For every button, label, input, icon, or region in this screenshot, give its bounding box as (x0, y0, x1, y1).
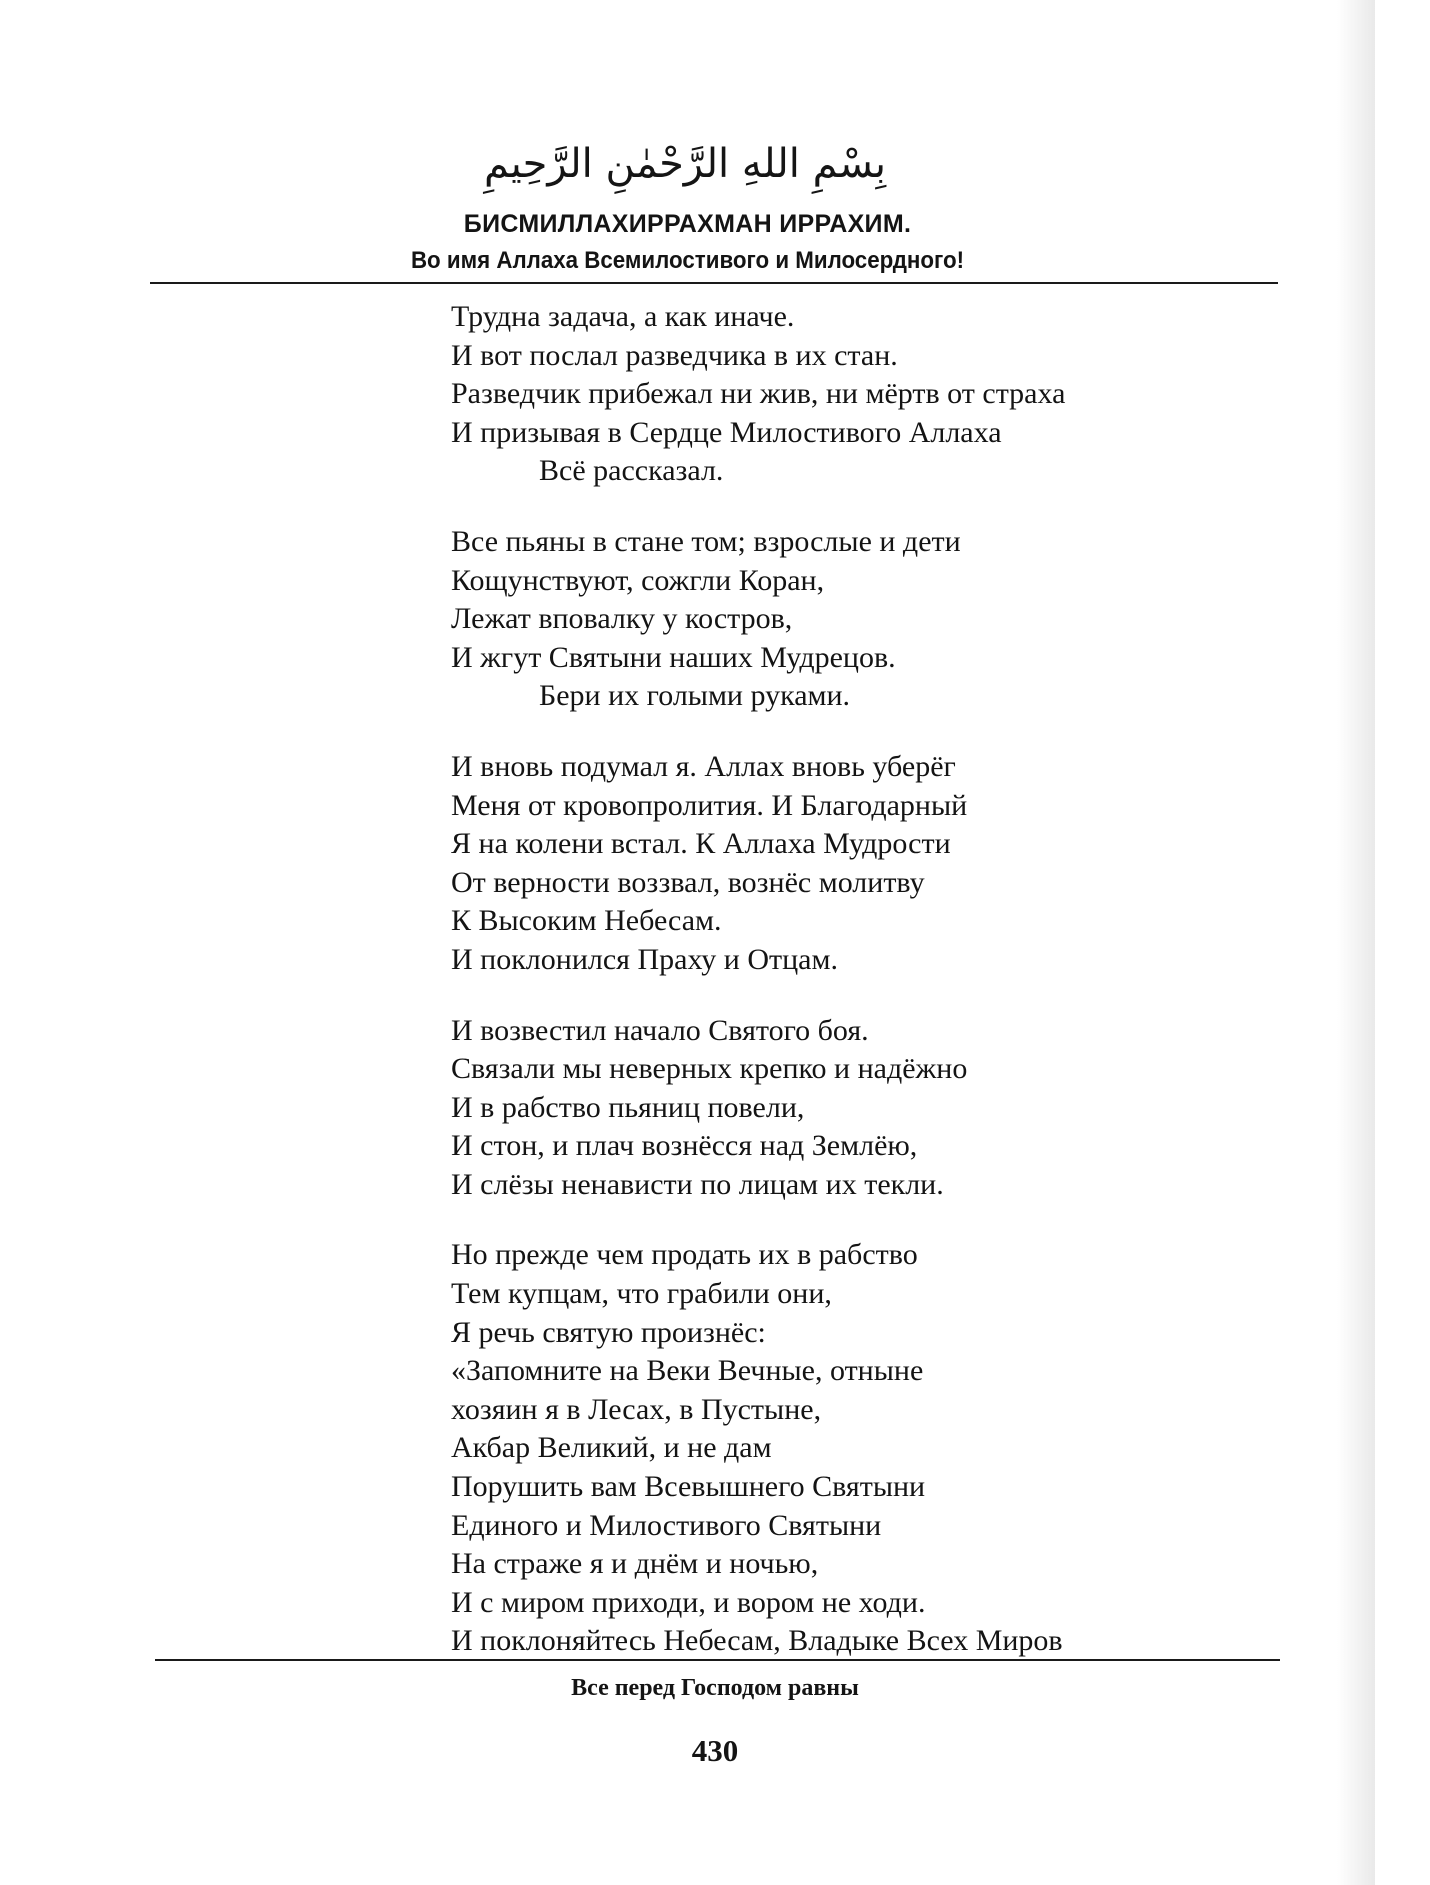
header-subtitle: Во имя Аллаха Всемилостивого и Милосердного! (410, 247, 965, 274)
stanza (451, 1012, 1271, 1205)
poem-line: И поклонился Праху и Отцам. (451, 942, 838, 976)
poem-line: Всё рассказал. (539, 454, 724, 488)
poem-line: Меня от кровопролития. И Благодарный (451, 788, 968, 822)
poem-line: От верности воззвал, вознёс молитву (451, 865, 925, 899)
poem-line: Единого и Милостивого Святыни (451, 1508, 882, 1542)
bismillah-calligraphy-text: بِسْمِ اللهِ الرَّحْمٰنِ الرَّحِيمِ (483, 141, 887, 187)
poem-line: И возвестил начало Святого боя. (451, 1013, 869, 1047)
poem-line: К Высоким Небесам. (451, 904, 722, 938)
poem-line: Все пьяны в стане том; взрослые и дети (451, 524, 961, 558)
poem-line: И вновь подумал я. Аллах вновь уберёг (451, 749, 956, 783)
poem-line: Связали мы неверных крепко и надёжно (451, 1052, 968, 1086)
poem-line: Разведчик прибежал ни жив, ни мёртв от страха (451, 377, 1066, 411)
poem-line: И с миром приходи, и вором не ходи. (451, 1585, 926, 1619)
poem-line: Трудна задача, а как иначе. (451, 300, 795, 333)
poem-line: Бери их голыми руками. (539, 679, 851, 713)
poem-line: На страже я и днём и ночью, (451, 1547, 819, 1581)
poem-line: И жгут Святыни наших Мудрецов. (451, 640, 896, 674)
poem-body (451, 298, 1271, 1693)
poem-line: Тем купцам, что грабили они, (451, 1277, 832, 1311)
stanza (451, 748, 1271, 980)
header-title: БИСМИЛЛАХИРРАХМАН ИРРАХИМ. (463, 210, 912, 238)
poem-line: И слёзы ненависти по лицам их текли. (451, 1167, 944, 1201)
stanza (451, 1236, 1271, 1661)
page-number: 430 (691, 1733, 739, 1768)
poem-line: И стон, и плач вознёсся над Землёю, (451, 1129, 918, 1163)
poem-line: Я речь святую произнёс: (451, 1315, 766, 1349)
poem-line: Порушить вам Всевышнего Святыни (451, 1470, 926, 1504)
stanza (451, 298, 1271, 491)
stanza (451, 523, 1271, 716)
poem-line: «Запомните на Веки Вечные, отныне (451, 1354, 924, 1388)
poem-line: И вот послал разведчика в их стан. (451, 338, 898, 372)
poem-line: Я на колени встал. К Аллаха Мудрости (451, 827, 951, 861)
poem-line: Но прежде чем продать их в рабство (451, 1238, 918, 1272)
bismillah-calligraphy (483, 115, 887, 210)
poem-line: Кощунствуют, сожгли Коран, (451, 563, 825, 597)
poem-line: И призывая в Сердце Милостивого Аллаха (451, 415, 1002, 449)
poem-line: И поклоняйтесь Небесам, Владыке Всех Миров (451, 1624, 1063, 1658)
poem-line: хозяин я в Лесах, в Пустыне, (451, 1392, 822, 1426)
header-divider (150, 282, 1278, 284)
footer-book-title: Все перед Господом равны (571, 1675, 859, 1701)
page-edge-shadow (1337, 0, 1375, 1885)
poem-line: И в рабство пьяниц повели, (451, 1090, 805, 1124)
poem-line: Акбар Великий, и не дам (451, 1431, 772, 1465)
footer-divider (155, 1659, 1280, 1661)
poem-line: Лежат вповалку у костров, (451, 602, 793, 636)
